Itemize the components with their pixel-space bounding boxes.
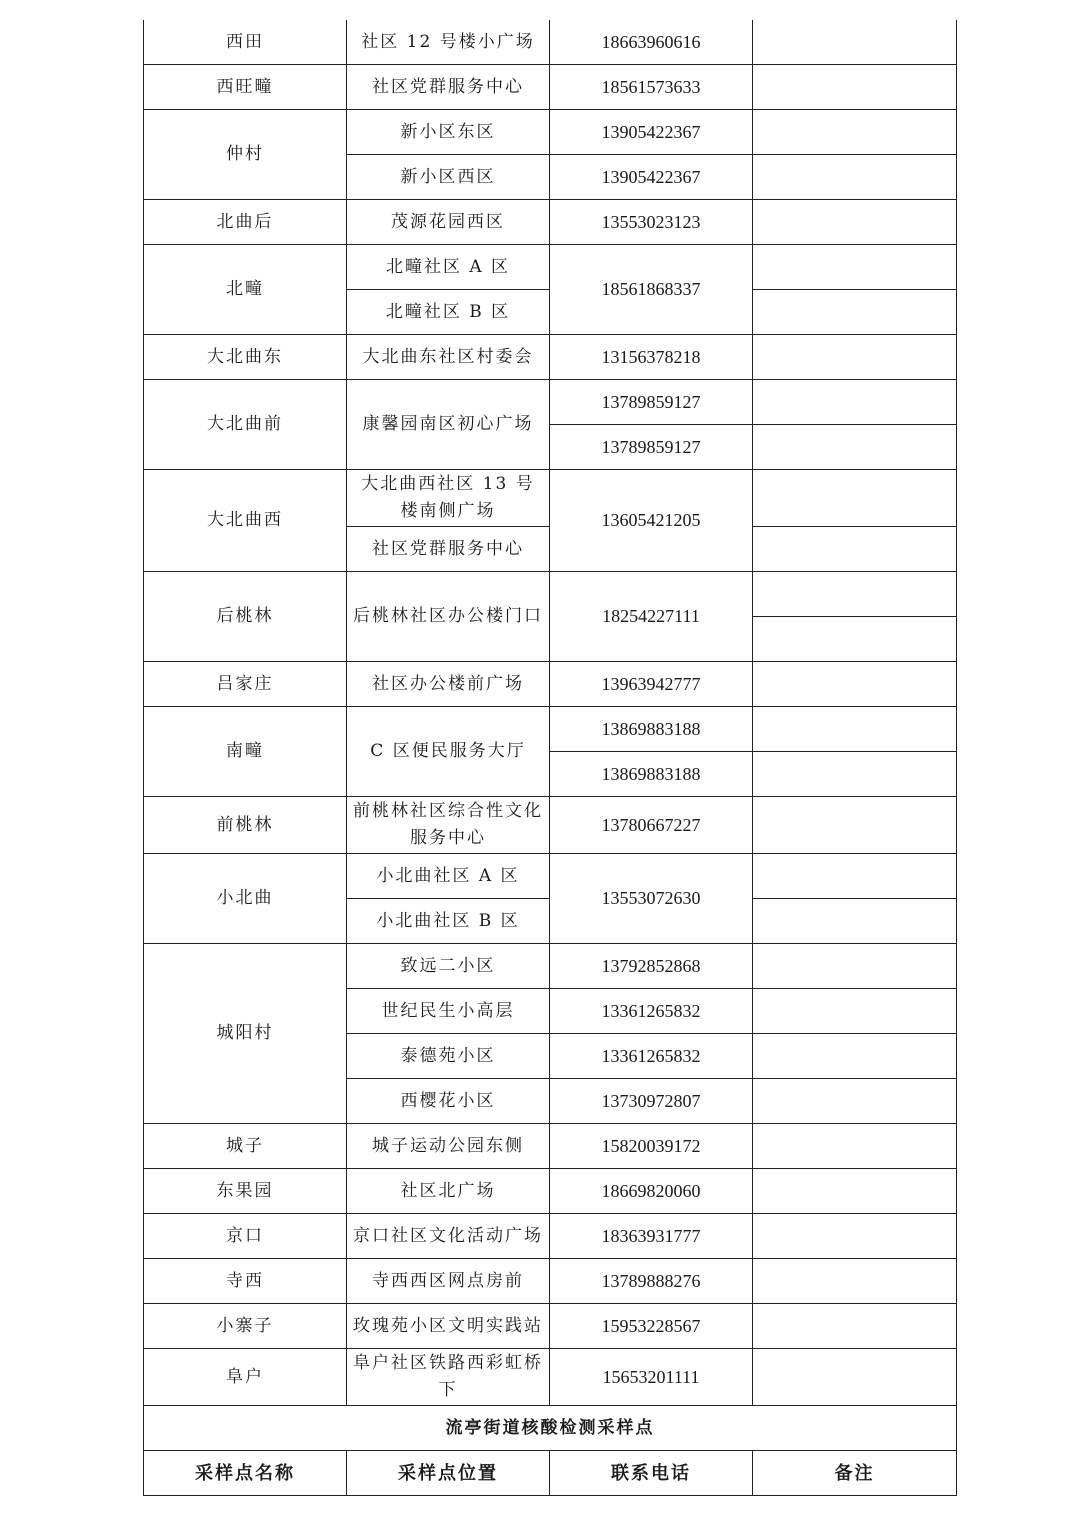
phone-number: 13361265832 [550, 989, 753, 1034]
site-name: 小北曲 [144, 854, 347, 944]
note-cell [753, 1124, 957, 1169]
site-location: 大北曲西社区 13 号楼南侧广场 [347, 470, 550, 527]
note-cell [753, 65, 957, 110]
site-name: 西旺疃 [144, 65, 347, 110]
phone-number: 13869883188 [550, 752, 753, 797]
table-row [144, 1304, 957, 1349]
phone-number: 13789859127 [550, 425, 753, 470]
note-cell [753, 155, 957, 200]
note-cell [753, 1259, 957, 1304]
table-row [144, 707, 957, 752]
phone-number: 18254227111 [550, 572, 753, 662]
site-location: 新小区西区 [347, 155, 550, 200]
header-phone: 联系电话 [550, 1451, 753, 1496]
phone-number: 13963942777 [550, 662, 753, 707]
note-cell [753, 290, 957, 335]
site-name: 京口 [144, 1214, 347, 1259]
phone-number: 18561573633 [550, 65, 753, 110]
note-cell [753, 944, 957, 989]
phone-number: 13553023123 [550, 200, 753, 245]
phone-number: 13869883188 [550, 707, 753, 752]
note-cell [753, 617, 957, 662]
site-location: 康馨园南区初心广场 [347, 380, 550, 470]
phone-number: 13156378218 [550, 335, 753, 380]
table-row [144, 20, 957, 65]
table-row [144, 1169, 957, 1214]
note-cell [753, 1304, 957, 1349]
table-row [144, 1259, 957, 1304]
site-location: 小北曲社区 B 区 [347, 899, 550, 944]
header-site-location: 采样点位置 [347, 1451, 550, 1496]
phone-number: 18663960616 [550, 20, 753, 65]
note-cell [753, 1169, 957, 1214]
site-name: 城子 [144, 1124, 347, 1169]
table-row [144, 1349, 957, 1406]
table-row [144, 110, 957, 155]
note-cell [753, 1079, 957, 1124]
phone-number: 18669820060 [550, 1169, 753, 1214]
note-cell [753, 425, 957, 470]
phone-number: 13780667227 [550, 797, 753, 854]
note-cell [753, 707, 957, 752]
site-name: 仲村 [144, 110, 347, 200]
note-cell [753, 572, 957, 617]
phone-number: 13905422367 [550, 110, 753, 155]
site-name: 西田 [144, 20, 347, 65]
note-cell [753, 1034, 957, 1079]
site-location: 社区 12 号楼小广场 [347, 20, 550, 65]
note-cell [753, 245, 957, 290]
table-row [144, 65, 957, 110]
note-cell [753, 662, 957, 707]
site-name: 大北曲西 [144, 470, 347, 572]
table-row [144, 245, 957, 290]
site-location: 前桃林社区综合性文化服务中心 [347, 797, 550, 854]
site-location: 小北曲社区 A 区 [347, 854, 550, 899]
site-location: C 区便民服务大厅 [347, 707, 550, 797]
site-location: 社区办公楼前广场 [347, 662, 550, 707]
site-location: 新小区东区 [347, 110, 550, 155]
note-cell [753, 335, 957, 380]
table-row [144, 572, 957, 617]
table-row [144, 1214, 957, 1259]
site-name: 东果园 [144, 1169, 347, 1214]
site-name: 后桃林 [144, 572, 347, 662]
note-cell [753, 200, 957, 245]
site-location: 世纪民生小高层 [347, 989, 550, 1034]
site-name: 南疃 [144, 707, 347, 797]
site-name: 前桃林 [144, 797, 347, 854]
site-location: 茂源花园西区 [347, 200, 550, 245]
section-title: 流亭街道核酸检测采样点 [144, 1406, 957, 1451]
note-cell [753, 752, 957, 797]
site-location: 西樱花小区 [347, 1079, 550, 1124]
phone-number: 13905422367 [550, 155, 753, 200]
site-location: 大北曲东社区村委会 [347, 335, 550, 380]
note-cell [753, 854, 957, 899]
note-cell [753, 797, 957, 854]
site-name: 阜户 [144, 1349, 347, 1406]
note-cell [753, 470, 957, 527]
phone-number: 13792852868 [550, 944, 753, 989]
table-row [144, 662, 957, 707]
site-location: 北疃社区 A 区 [347, 245, 550, 290]
phone-number: 13730972807 [550, 1079, 753, 1124]
note-cell [753, 899, 957, 944]
site-location: 北疃社区 B 区 [347, 290, 550, 335]
site-location: 致远二小区 [347, 944, 550, 989]
site-name: 大北曲前 [144, 380, 347, 470]
phone-number: 15653201111 [550, 1349, 753, 1406]
phone-number: 13789859127 [550, 380, 753, 425]
phone-number: 13553072630 [550, 854, 753, 944]
site-location: 泰德苑小区 [347, 1034, 550, 1079]
site-location: 城子运动公园东侧 [347, 1124, 550, 1169]
note-cell [753, 989, 957, 1034]
phone-number: 13605421205 [550, 470, 753, 572]
table-row [144, 470, 957, 527]
note-cell [753, 1214, 957, 1259]
table-row [144, 200, 957, 245]
section-title-row [144, 1406, 957, 1451]
site-location: 京口社区文化活动广场 [347, 1214, 550, 1259]
header-note: 备注 [753, 1451, 957, 1496]
phone-number: 18363931777 [550, 1214, 753, 1259]
site-name: 北疃 [144, 245, 347, 335]
table-header-row [144, 1451, 957, 1496]
site-name: 城阳村 [144, 944, 347, 1124]
table-row [144, 944, 957, 989]
phone-number: 15820039172 [550, 1124, 753, 1169]
site-name: 小寨子 [144, 1304, 347, 1349]
sampling-sites-table [143, 20, 957, 1496]
site-location: 阜户社区铁路西彩虹桥下 [347, 1349, 550, 1406]
table-row [144, 854, 957, 899]
site-location: 玫瑰苑小区文明实践站 [347, 1304, 550, 1349]
site-location: 后桃林社区办公楼门口 [347, 572, 550, 662]
phone-number: 13789888276 [550, 1259, 753, 1304]
site-name: 北曲后 [144, 200, 347, 245]
note-cell [753, 110, 957, 155]
site-location: 社区党群服务中心 [347, 65, 550, 110]
table-row [144, 380, 957, 425]
site-name: 大北曲东 [144, 335, 347, 380]
site-location: 社区党群服务中心 [347, 527, 550, 572]
table-row [144, 797, 957, 854]
phone-number: 18561868337 [550, 245, 753, 335]
header-site-name: 采样点名称 [144, 1451, 347, 1496]
note-cell [753, 1349, 957, 1406]
site-name: 吕家庄 [144, 662, 347, 707]
table-row [144, 1124, 957, 1169]
site-location: 寺西西区网点房前 [347, 1259, 550, 1304]
note-cell [753, 20, 957, 65]
note-cell [753, 527, 957, 572]
site-name: 寺西 [144, 1259, 347, 1304]
phone-number: 13361265832 [550, 1034, 753, 1079]
phone-number: 15953228567 [550, 1304, 753, 1349]
note-cell [753, 380, 957, 425]
table-row [144, 335, 957, 380]
site-location: 社区北广场 [347, 1169, 550, 1214]
